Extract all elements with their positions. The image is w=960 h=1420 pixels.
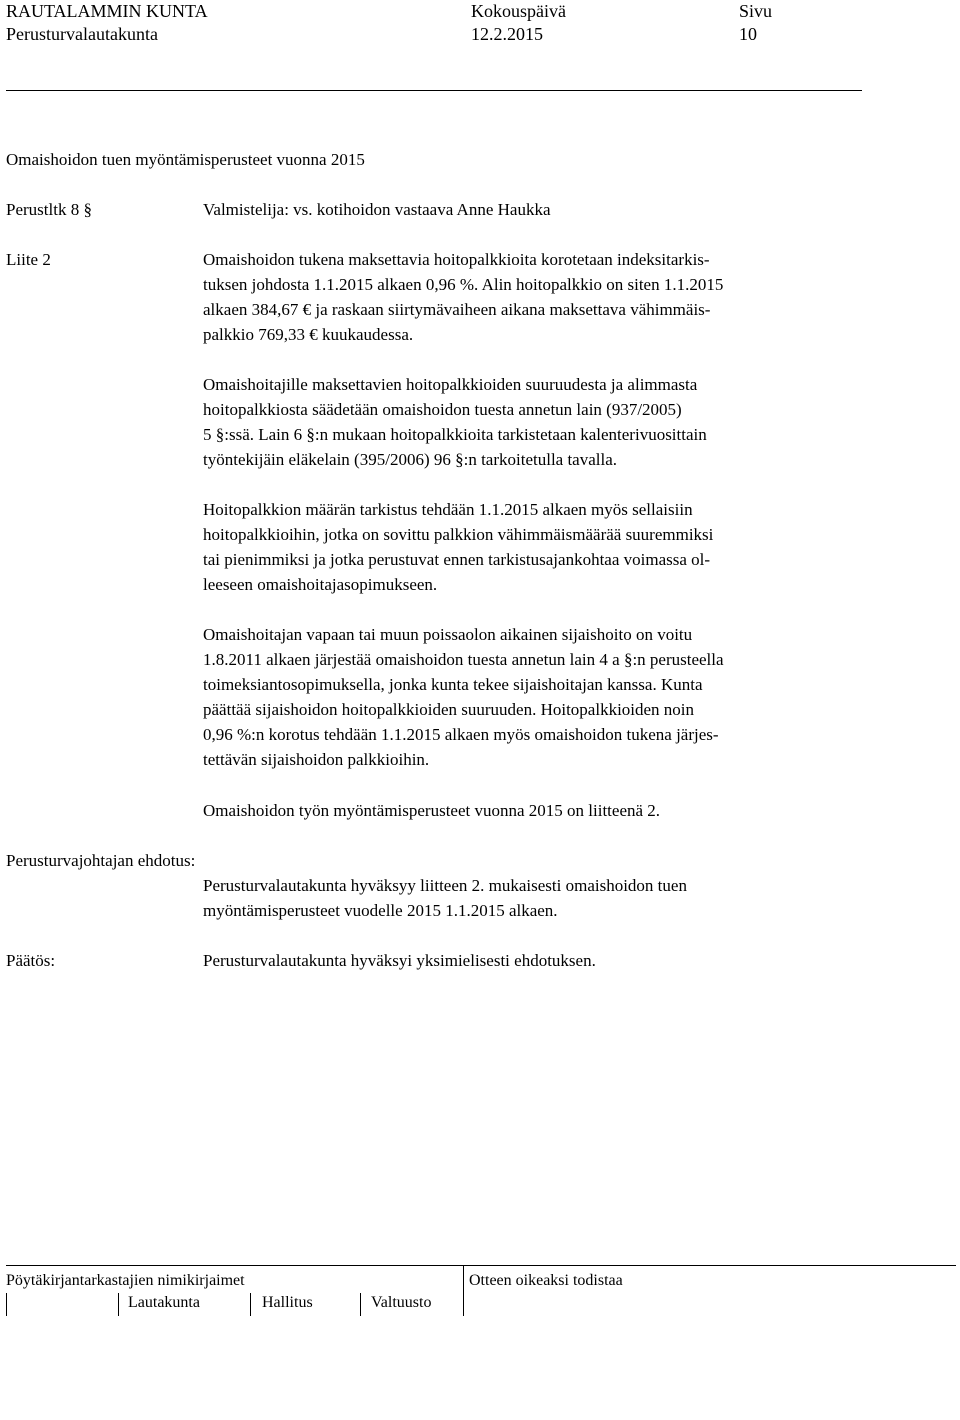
attachment-label: Liite 2	[6, 250, 51, 269]
org-name: RAUTALAMMIN KUNTA	[6, 1, 208, 21]
header-rule	[6, 90, 862, 91]
committee-name: Perusturvalautakunta	[6, 24, 158, 44]
paragraph-1: Omaishoidon tukena maksettavia hoitopalkkioita korotetaan indeksitarkis- tuksen johdosta 1.1.2015 alkaen 0,96 %. Alin hoitopalkkio on siten 1.1.2015 alkaen 384,67 € ja raskaan siirtymävaiheen aikana maksettava vähimmäis- palkkio 769,33 € kuukaudessa.	[203, 250, 724, 344]
paragraph-2: Omaishoitajille maksettavien hoitopalkkioiden suuruudesta ja alimmasta hoitopalkkiosta säädetään omaishoidon tuesta annetun lain (937/2005) 5 §:ssä. Lain 6 §:n mukaan hoitopalkkioita tarkistetaan kalenterivuosittain työntekijäin eläkelain (395/2006) 96 §:n tarkoitetulla tavalla.	[203, 375, 707, 469]
paragraph-3: Hoitopalkkion määrän tarkistus tehdään 1.1.2015 alkaen myös sellaisiin hoitopalkkioihin, jotka on sovittu palkkion vähimmäismäärää suuremmiksi tai pienimmiksi ja jotka perustuvat ennen tarkistusajankohtaa voimassa ol- leeseen omaishoitajasopimukseen.	[203, 500, 714, 594]
preparer-line: Valmistelija: vs. kotihoidon vastaava Anne Haukka	[203, 200, 551, 219]
signatures-label: Pöytäkirjantarkastajien nimikirjaimet	[6, 1272, 245, 1289]
footer-col-council: Valtuusto	[371, 1294, 432, 1311]
proposal-text: Perusturvalautakunta hyväksyy liitteen 2. mukaisesti omaishoidon tuen myöntämisperusteet vuodelle 2015 1.1.2015 alkaen.	[203, 876, 687, 920]
paragraph-4: Omaishoitajan vapaan tai muun poissaolon aikainen sijaishoito on voitu 1.8.2011 alkaen järjestää omaishoidon tuesta annetun lain 4 a §:n perusteella toimeksiantosopimuksella, jonka kunta tekee sijaishoitajan kanssa. Kunta päättää sijaishoidon hoitopalkkioiden suuruuden. Hoitopalkkioiden noin 0,96 %:n korotus tehdään 1.1.2015 alkaen myös omaishoidon tukena järjes- tettävän sijaishoidon palkkioihin.	[203, 625, 724, 769]
section-ref: Perustltk 8 §	[6, 200, 92, 219]
page-number: 10	[739, 24, 757, 44]
decision-text: Perusturvalautakunta hyväksyi yksimielisesti ehdotuksen.	[203, 951, 596, 970]
paragraph-5: Omaishoidon työn myöntämisperusteet vuonna 2015 on liitteenä 2.	[203, 801, 661, 820]
footer-rule	[6, 1265, 956, 1266]
decision-label: Päätös:	[6, 951, 56, 970]
footer-divider-2	[250, 1293, 251, 1316]
footer-col-board: Hallitus	[262, 1294, 313, 1311]
footer-divider-main	[463, 1265, 464, 1316]
meeting-date-label: Kokouspäivä	[471, 1, 566, 21]
proposal-label: Perusturvajohtajan ehdotus:	[6, 851, 196, 870]
footer-box-left	[6, 1293, 7, 1316]
footer-divider-3	[360, 1293, 361, 1316]
footer-col-committee: Lautakunta	[128, 1294, 200, 1311]
meeting-date: 12.2.2015	[471, 24, 543, 44]
document-title: Omaishoidon tuen myöntämisperusteet vuonna 2015	[6, 150, 365, 169]
certified-label: Otteen oikeaksi todistaa	[469, 1272, 623, 1289]
page-label: Sivu	[739, 1, 773, 21]
footer-divider-1	[118, 1293, 119, 1316]
